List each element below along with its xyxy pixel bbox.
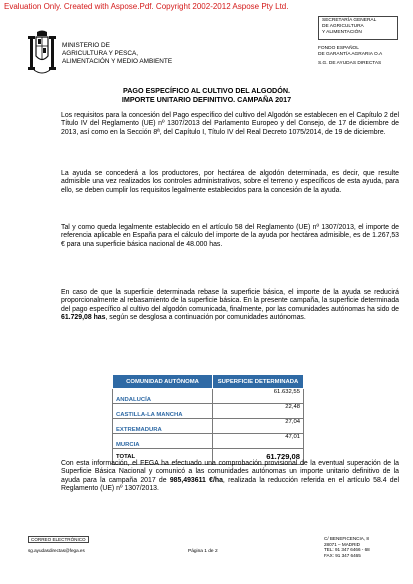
table-row [113, 404, 304, 419]
ministry-name [62, 42, 172, 66]
email-link[interactable]: sg.ayudasdirectas@fega.es [28, 548, 85, 553]
row-comunidad: MURCIA [113, 434, 213, 449]
paragraph-4-text: En caso de que la superficie determinada rebase la superficie básica, el importe de la ayuda se reducirá proporcionalmente al rebasamiento de la superficie básica. En la presente campaña, la superficie determinada del pago específico al cultivo del algodón comunicada, finalmente, por las comunidades autónomas ha sido de [61, 289, 399, 313]
fega-block [318, 46, 382, 66]
email-label: CORREO ELECTRÓNICO [28, 536, 89, 543]
paragraph-3 [61, 224, 399, 249]
row-superficie: 61.632,55 [213, 389, 304, 404]
footer-address [324, 536, 370, 558]
surface-table [112, 374, 304, 465]
table-header-row [113, 375, 304, 389]
table-row [113, 434, 304, 449]
unit-amount-bold: 985,493611 €/ha [169, 476, 223, 484]
fega-line-1: FONDO ESPAÑOL [318, 46, 359, 51]
paragraph-5-text: Con esta información, el FEGA ha efectuado una comprobación provisional de la eventual superación de la Superficie Básica Nacional y comunicó a las comunidades autónomas un importe unitario definitivo de la ayuda para la campaña 2017 de [61, 460, 399, 484]
total-surface-bold: 61.729,08 has [61, 314, 106, 322]
total-label: TOTAL [113, 449, 213, 465]
document-title [20, 86, 393, 104]
footer-contact [28, 536, 89, 553]
address-line-4: FAX: 91 347 6465 [324, 552, 361, 558]
row-superficie: 47,01 [213, 434, 304, 449]
evaluation-watermark: Evaluation Only. Created with Aspose.Pdf. Copyright 2002-2012 Aspose Pty Ltd. [4, 2, 289, 11]
total-value: 61.729,08 [213, 449, 304, 465]
paragraph-3-text: Tal y como queda legalmente establecido en el artículo 58 del Reglamento (UE) nº 1307/2013, el importe de referencia aplicable en España para el cálculo del importe de la ayuda por hectárea admisible, es de 1.267,53 € para una superficie básica nacional de 48.000 has. [61, 224, 399, 248]
paragraph-1: Los requisitos para la concesión del Pago específico del cultivo del Algodón se establecen en el Capítulo 2 del Título IV del Reglamento (UE) nº 1307/2013 del Parlamento Europeo y del Consejo, de 17 de diciembre de 2013, así como en la Sección 8ª, del Capítulo I, Título IV del Real Decreto 1075/2014, de 19 de diciembre. [61, 112, 399, 136]
header-comunidad: COMUNIDAD AUTÓNOMA [113, 375, 213, 389]
paragraph-4 [61, 289, 399, 323]
ministry-line-1: MINISTERIO DE [62, 42, 110, 49]
page-number: Página 1 de 2 [188, 549, 218, 554]
table-row [113, 419, 304, 434]
title-line-1: PAGO ESPECÍFICO AL CULTIVO DEL ALGODÓN. [122, 86, 291, 95]
row-superficie: 27,04 [213, 419, 304, 434]
paragraph-5 [61, 460, 399, 494]
address-line-1: C/ BENEFICENCIA, 8 [324, 536, 369, 541]
row-comunidad: CASTILLA-LA MANCHA [113, 404, 213, 419]
secretaria-line-2: DE AGRICULTURA [322, 23, 364, 29]
title-line-2: IMPORTE UNITARIO DEFINITIVO. CAMPAÑA 2017 [121, 95, 292, 104]
coat-of-arms-emblem [28, 30, 56, 78]
row-comunidad: EXTREMADURA [113, 419, 213, 434]
address-line-2: 28071 – MADRID [324, 541, 361, 547]
ministry-line-2: AGRICULTURA Y PESCA, [62, 50, 138, 57]
header-superficie: SUPERFICIE DETERMINADA [213, 375, 304, 389]
paragraph-5-end: , realizada la reducción referida en el artículo 58.4 del Reglamento (UE) nº 1307/2013. [61, 476, 399, 493]
table-row [113, 389, 304, 404]
ministry-line-3: ALIMENTACIÓN Y MEDIO AMBIENTE [62, 58, 173, 65]
subdireccion-name: S.G. DE AYUDAS DIRECTAS [318, 60, 382, 66]
secretaria-line-3: Y ALIMENTACIÓN [322, 29, 362, 35]
fega-line-2: DE GARANTÍA AGRARIA O.A [318, 51, 383, 57]
secretaria-line-1: SECRETARÍA GENERAL [322, 18, 377, 23]
address-line-3: TEL: 91 347 6466 - 68 [324, 547, 370, 553]
paragraph-4-end: , según se desglosa a continuación por comunidades autónomas. [105, 314, 306, 322]
row-superficie: 22,48 [213, 404, 304, 419]
secretaria-box [318, 16, 398, 40]
row-comunidad: ANDALUCÍA [113, 389, 213, 404]
paragraph-2: La ayuda se concederá a los productores, por hectárea de algodón determinada, es decir, que resulte admisible una vez realizados los controles administrativos, sobre el terreno y específicos de esta ayuda, para ello, se deben cumplir los requisitos legalmente establecidos para la concesión de la ayuda. [61, 170, 399, 194]
